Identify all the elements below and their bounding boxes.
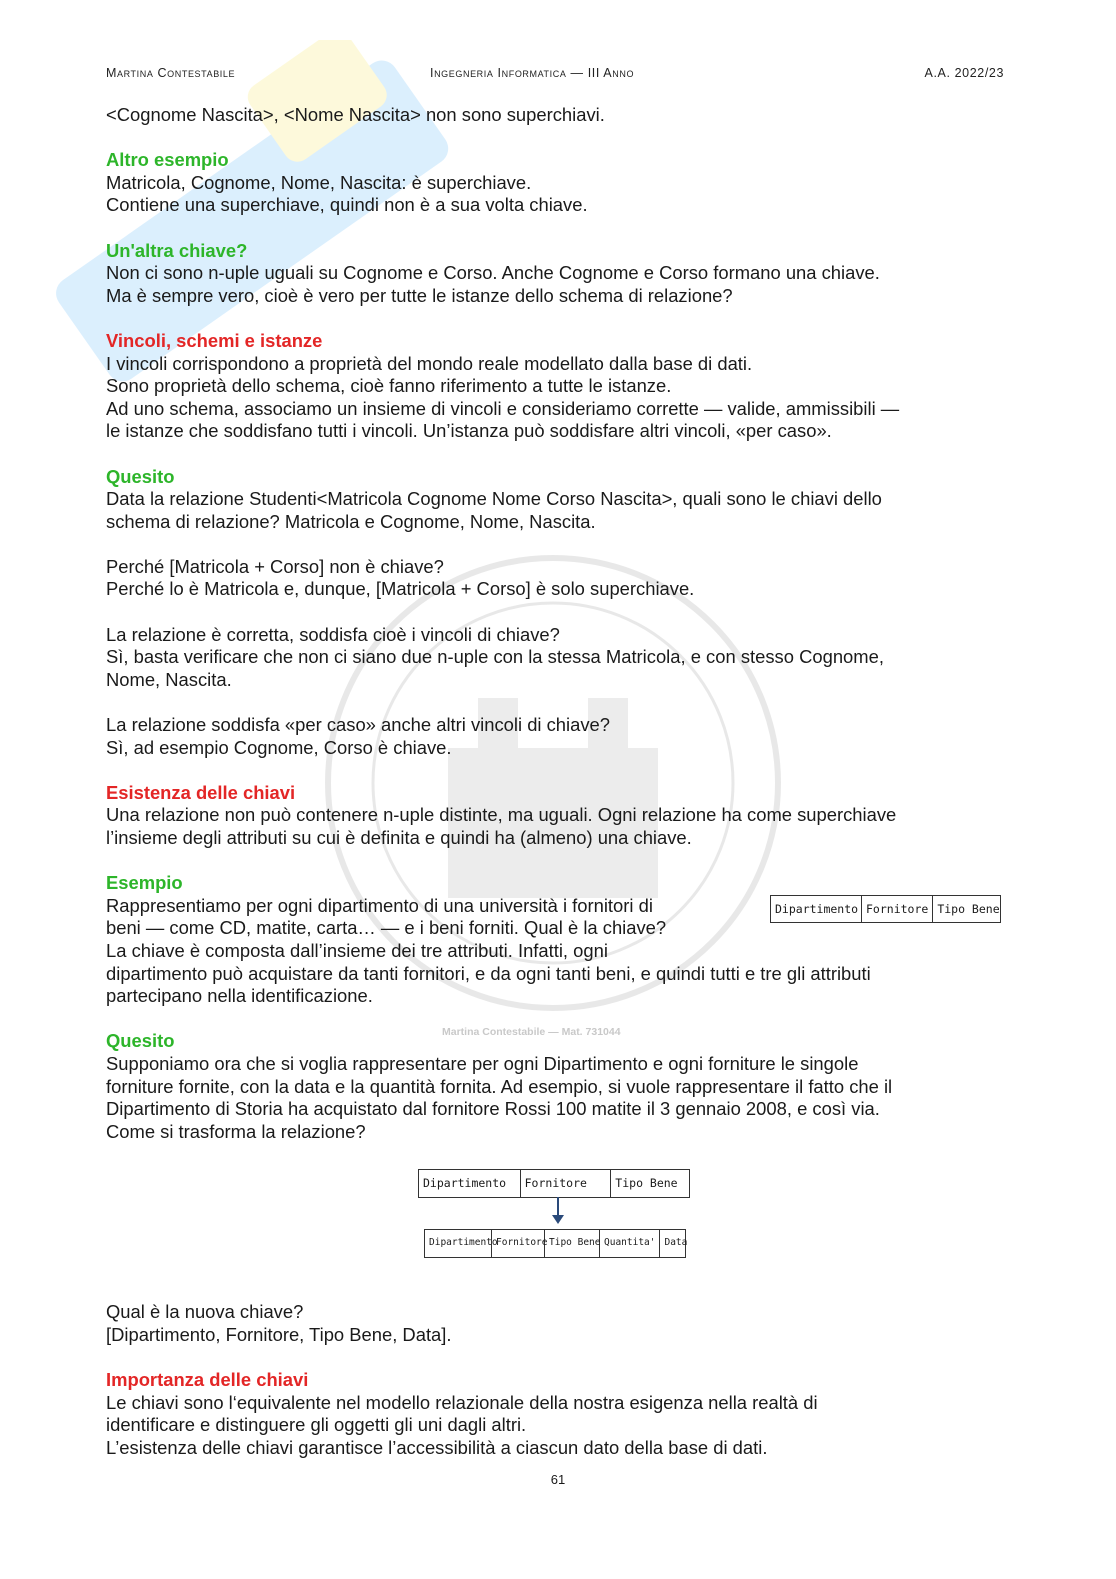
paragraph-line: L’esistenza delle chiavi garantisce l’accessibilità a ciascun dato della base di dati. <box>106 1436 768 1458</box>
paragraph-line: partecipano nella identificazione. <box>106 985 373 1007</box>
paragraph-line: Perché [Matricola + Corso] non è chiave? <box>106 555 444 577</box>
section-heading: Un'altra chiave? <box>106 239 248 261</box>
paragraph-line: identificare e distinguere gli oggetti gli uni dagli altri. <box>106 1414 527 1436</box>
paragraph-line: I vincoli corrispondono a proprietà del mondo reale modellato dalla base di dati. <box>106 352 753 374</box>
arrow-down-icon <box>548 1197 568 1225</box>
table-cell: Dipartimento <box>771 896 862 923</box>
relation-schema-table <box>770 895 1001 924</box>
table-cell: Dipartimento <box>419 1170 521 1197</box>
paragraph-line: Ad uno schema, associamo un insieme di vincoli e consideriamo corrette — valide, ammissibili — <box>106 397 900 419</box>
page-content <box>106 104 1006 1459</box>
table-cell: Dipartimento <box>425 1230 492 1257</box>
relation-transform-diagram <box>106 1169 1006 1301</box>
relation-after-table <box>424 1229 686 1258</box>
paragraph-line: Contiene una superchiave, quindi non è a sua volta chiave. <box>106 194 588 216</box>
paragraph-line: l’insieme degli attributi su cui è definita e quindi ha (almeno) una chiave. <box>106 827 692 848</box>
section-heading: Quesito <box>106 1030 175 1052</box>
section-heading: Esistenza delle chiavi <box>106 781 296 803</box>
paragraph-line: Data la relazione Studenti<Matricola Cognome Nome Corso Nascita>, quali sono le chiavi dello <box>106 488 882 510</box>
paragraph-line: forniture fornite, con la data e la quantità fornita. Ad esempio, si vuole rappresentare il fatto che il <box>106 1075 893 1097</box>
table-cell: Fornitore <box>492 1230 545 1257</box>
paragraph-line: La relazione soddisfa «per caso» anche altri vincoli di chiave? <box>106 714 611 736</box>
table-cell: Data <box>664 1237 688 1249</box>
paragraph-line: le istanze che soddisfano tutti i vincoli. Un’istanza può soddisfare altri vincoli, «per caso». <box>106 420 832 442</box>
paragraph-line: Nome, Nascita. <box>106 668 232 690</box>
paragraph-line: Sono proprietà dello schema, cioè fanno riferimento a tutte le istanze. <box>106 375 672 397</box>
paragraph-line: Perché lo è Matricola e, dunque, [Matricola + Corso] è solo superchiave. <box>106 578 695 600</box>
header-year: A.A. 2022/23 <box>924 66 1004 80</box>
section-heading: Altro esempio <box>106 149 229 171</box>
paragraph-line: Le chiavi sono l‘equivalente nel modello relazionale della nostra esigenza nella realtà di <box>106 1391 818 1413</box>
relation-before-table <box>418 1169 690 1198</box>
paragraph-line: beni — come CD, matite, carta… — e i beni forniti. Qual è la chiave? <box>106 917 667 939</box>
table-cell: Tipo Bene <box>937 901 1000 916</box>
paragraph-line: Sì, basta verificare che non ci siano due n-uple con la stessa Matricola, e con stesso Cognome, <box>106 646 884 668</box>
section-heading: Esempio <box>106 872 183 894</box>
paragraph-line: Rappresentiamo per ogni dipartimento di una università i fornitori di <box>106 894 653 916</box>
table-cell: Tipo Bene <box>545 1230 600 1257</box>
paragraph-line: Matricola, Cognome, Nome, Nascita: è superchiave. <box>106 171 532 193</box>
section-heading: Importanza delle chiavi <box>106 1369 309 1391</box>
example-block <box>106 895 1006 963</box>
paragraph-line: [Dipartimento, Fornitore, Tipo Bene, Data]. <box>106 1323 452 1345</box>
paragraph-line: dipartimento può acquistare da tanti fornitori, e da ogni tanti beni, e quindi tutti e tre gli attributi <box>106 962 871 984</box>
table-cell: Fornitore <box>862 896 933 923</box>
paragraph-line: Dipartimento di Storia ha acquistato dal fornitore Rossi 100 matite il 3 gennaio 2008, e così via. <box>106 1098 880 1120</box>
paragraph-line: schema di relazione? Matricola e Cognome, Nome, Nascita. <box>106 510 596 532</box>
paragraph-line: La relazione è corretta, soddisfa cioè i vincoli di chiave? <box>106 623 560 645</box>
table-cell: Quantita' <box>600 1230 660 1257</box>
section-heading: Vincoli, schemi e istanze <box>106 329 323 351</box>
paragraph: <Cognome Nascita>, <Nome Nascita> non sono superchiavi. <box>106 104 605 125</box>
author-watermark-text: Martina Contestabile — Mat. 731044 <box>442 1026 621 1038</box>
paragraph-line: Una relazione non può contenere n-uple distinte, ma uguali. Ogni relazione ha come superchiave <box>106 804 897 826</box>
paragraph-line: Non ci sono n-uple uguali su Cognome e Corso. Anche Cognome e Corso formano una chiave. <box>106 262 880 284</box>
page-number: 61 <box>550 1472 566 1487</box>
paragraph-line: Qual è la nuova chiave? <box>106 1301 304 1323</box>
paragraph-line: Come si trasforma la relazione? <box>106 1120 366 1142</box>
table-cell: Fornitore <box>521 1170 612 1197</box>
section-heading: Quesito <box>106 465 175 487</box>
table-cell: Tipo Bene <box>615 1176 678 1191</box>
header-course: Ingegneria Informatica — III Anno <box>430 66 635 80</box>
paragraph-line: Supponiamo ora che si voglia rappresentare per ogni Dipartimento e ogni forniture le singole <box>106 1052 859 1074</box>
paragraph-line: Ma è sempre vero, cioè è vero per tutte le istanze dello schema di relazione? <box>106 284 733 306</box>
paragraph-line: Sì, ad esempio Cognome, Corso è chiave. <box>106 736 452 758</box>
header-author: Martina Contestabile <box>106 66 236 80</box>
paragraph-line: La chiave è composta dall’insieme dei tre attributi. Infatti, ogni <box>106 939 608 961</box>
